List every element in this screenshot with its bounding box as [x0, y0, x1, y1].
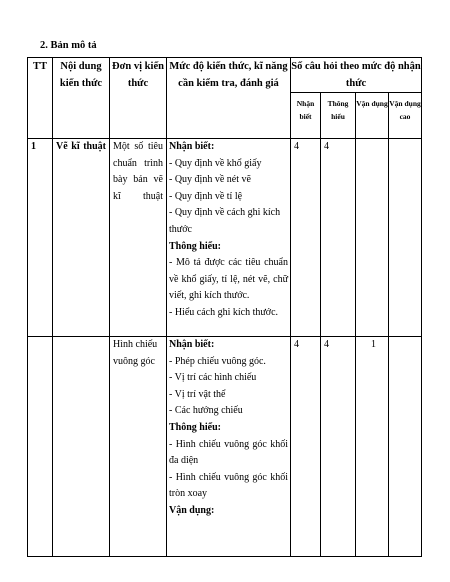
- header-muc-do: Mức độ kiến thức, kĩ năng cần kiểm tra, đánh giá: [167, 58, 291, 139]
- criteria-line: - Vị trí các hình chiếu: [169, 372, 257, 384]
- table-row: [28, 139, 422, 337]
- criteria-line: - Các hướng chiếu: [169, 405, 243, 417]
- count-thong-hieu: 4: [321, 139, 356, 337]
- count-van-dung: [356, 139, 389, 337]
- row-muc-do: [167, 337, 291, 557]
- section-title: 2. Bản mô tả: [40, 40, 97, 51]
- row-tt: [28, 337, 53, 557]
- count-nhan-biet: 4: [291, 139, 321, 337]
- criteria-line: - Quy định về khổ giấy: [169, 157, 262, 169]
- criteria-line: - Hình chiếu vuông góc khối đa diện: [169, 438, 288, 467]
- row-don-vi: Hình chiếu vuông góc: [110, 337, 167, 557]
- criteria-line: - Hiểu cách ghi kích thước.: [169, 306, 279, 318]
- row-noi-dung: Vẽ kĩ thuật: [53, 139, 110, 337]
- count-van-dung-cao: [389, 337, 422, 557]
- criteria-line: - Quy định về nét vẽ: [169, 174, 251, 186]
- level-heading: Nhận biết:: [169, 141, 215, 152]
- subheader-van-dung: Vận dụng: [356, 93, 389, 139]
- count-van-dung: 1: [356, 337, 389, 557]
- subheader-thong-hieu: Thông hiểu: [321, 93, 356, 139]
- header-tt: TT: [28, 58, 53, 139]
- level-heading: Thông hiểu:: [169, 240, 221, 252]
- header-don-vi: Đơn vị kiến thức: [110, 58, 167, 139]
- count-thong-hieu: 4: [321, 337, 356, 557]
- count-van-dung-cao: [389, 139, 422, 337]
- level-heading: Thông hiểu:: [169, 421, 221, 433]
- level-heading: Vận dụng:: [169, 504, 215, 516]
- row-don-vi: Một số tiêu chuẩn trình bày bản vẽ kĩ thuật: [110, 139, 167, 337]
- criteria-line: - Phép chiếu vuông góc.: [169, 355, 266, 367]
- subheader-nhan-biet: Nhận biết: [291, 93, 321, 139]
- header-noi-dung: Nội dung kiến thức: [53, 58, 110, 139]
- description-table: [27, 57, 422, 557]
- table-row: [28, 337, 422, 557]
- criteria-line: - Hình chiếu vuông góc khối tròn xoay: [169, 471, 288, 500]
- header-row: [28, 58, 422, 93]
- criteria-line: - Vị trí vật thể: [169, 388, 226, 400]
- count-nhan-biet: 4: [291, 337, 321, 557]
- criteria-line: - Quy định về cách ghi kích thước: [169, 207, 281, 235]
- criteria-line: - Quy định về tỉ lệ: [169, 190, 243, 202]
- row-noi-dung: [53, 337, 110, 557]
- subheader-van-dung-cao: Vận dụng cao: [389, 93, 422, 139]
- header-so-cau: Số câu hỏi theo mức độ nhận thức: [291, 58, 422, 93]
- row-tt: 1: [28, 139, 53, 337]
- level-heading: Nhận biết:: [169, 339, 215, 350]
- criteria-line: - Mô tả được các tiêu chuẩn về khổ giấy, tỉ lệ, nét vẽ, chữ viết, ghi kích thước.: [169, 257, 288, 302]
- row-muc-do: [167, 139, 291, 337]
